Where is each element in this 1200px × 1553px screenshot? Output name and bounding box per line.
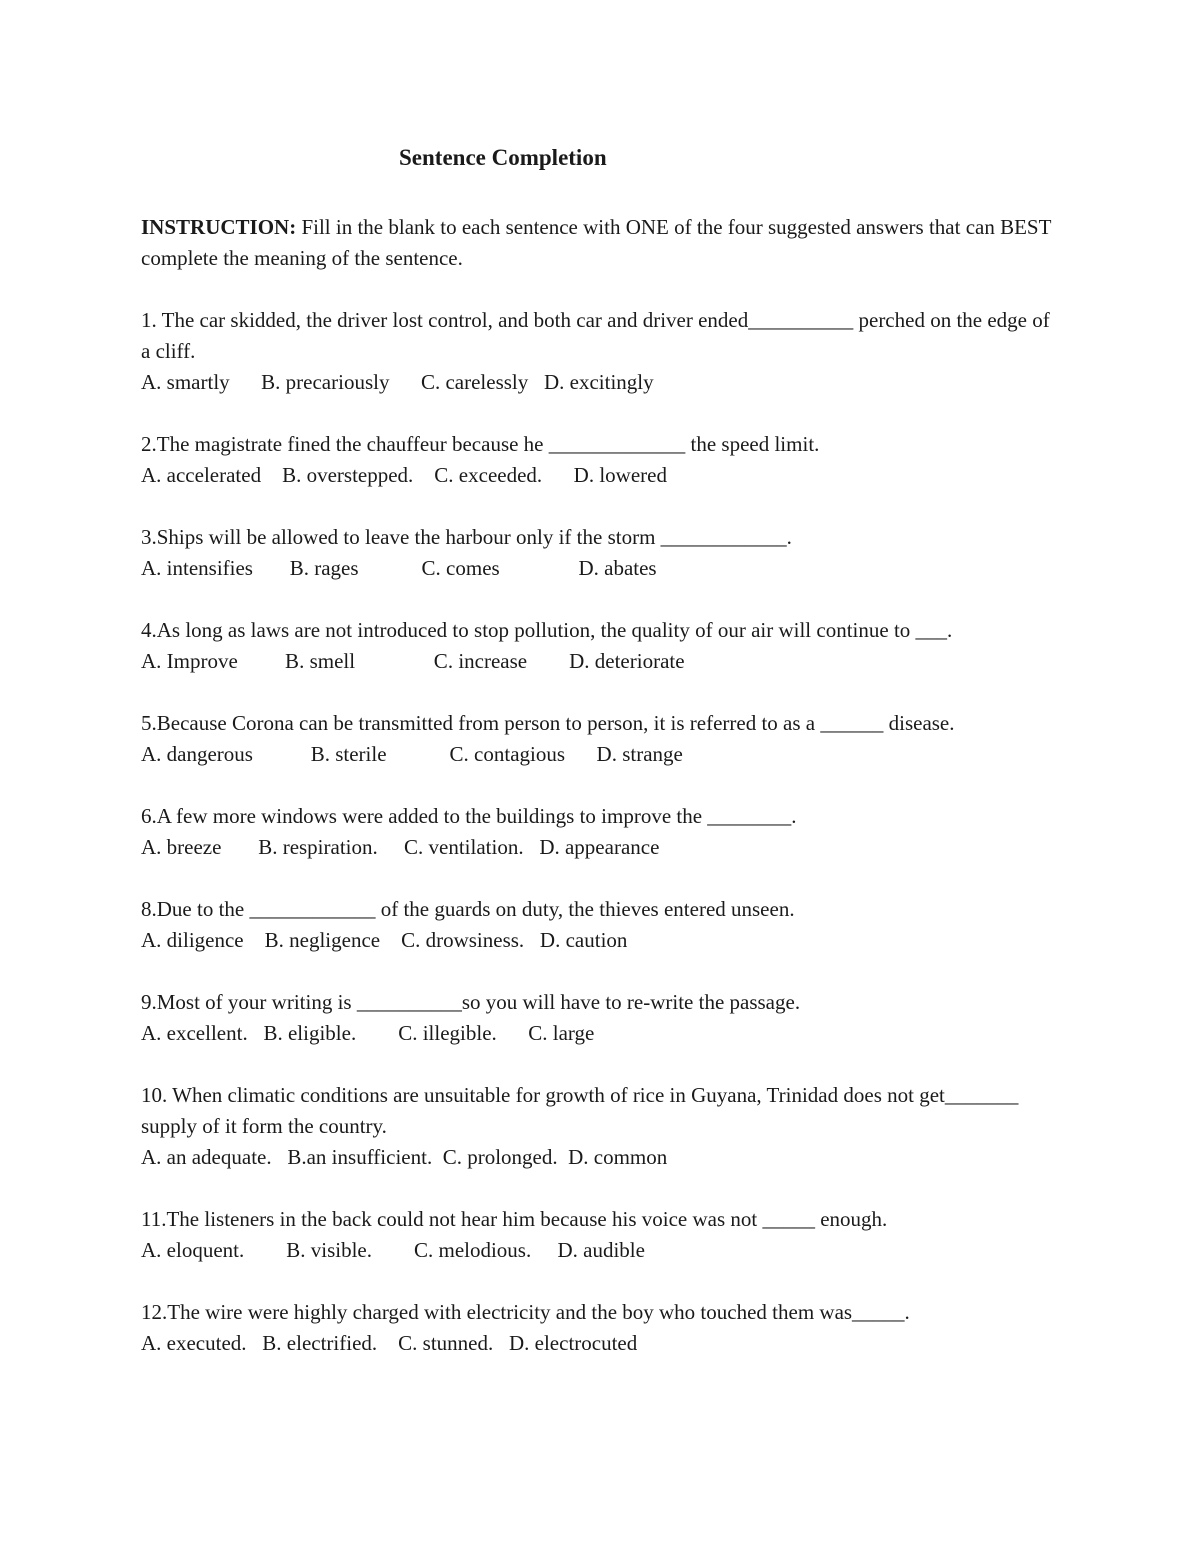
instruction-text: Fill in the blank to each sentence with ONE of the four suggested answers that can BEST complete the meaning of the sentence. <box>141 215 1052 270</box>
question-stem: 11.The listeners in the back could not hear him because his voice was not _____ enough. <box>141 1207 888 1231</box>
question-options: A. smartly B. precariously C. carelessly D. excitingly <box>141 370 654 394</box>
question-stem: 3.Ships will be allowed to leave the harbour only if the storm ____________. <box>141 525 792 549</box>
question-5 <box>141 708 1061 770</box>
question-2 <box>141 429 1061 491</box>
question-stem: 10. When climatic conditions are unsuitable for growth of rice in Guyana, Trinidad does not get_______ supply of it form the country. <box>141 1083 1024 1138</box>
instruction-lead: INSTRUCTION: <box>141 215 297 239</box>
page-title: Sentence Completion <box>399 145 607 170</box>
instruction-paragraph <box>141 212 1061 274</box>
question-1 <box>141 305 1061 398</box>
question-options: A. eloquent. B. visible. C. melodious. D. audible <box>141 1238 645 1262</box>
question-options: A. Improve B. smell C. increase D. deteriorate <box>141 649 685 673</box>
question-stem: 9.Most of your writing is __________so you will have to re-write the passage. <box>141 990 801 1014</box>
question-options: A. accelerated B. overstepped. C. exceeded. D. lowered <box>141 463 667 487</box>
question-options: A. executed. B. electrified. C. stunned. D. electrocuted <box>141 1331 638 1355</box>
question-stem: 2.The magistrate fined the chauffeur because he _____________ the speed limit. <box>141 432 820 456</box>
question-3 <box>141 522 1061 584</box>
question-options: A. dangerous B. sterile C. contagious D. strange <box>141 742 683 766</box>
question-stem: 12.The wire were highly charged with electricity and the boy who touched them was_____. <box>141 1300 910 1324</box>
question-options: A. diligence B. negligence C. drowsiness. D. caution <box>141 928 628 952</box>
question-stem: 1. The car skidded, the driver lost control, and both car and driver ended__________ perched on the edge of a cliff. <box>141 308 1055 363</box>
question-4 <box>141 615 1061 677</box>
question-11 <box>141 1204 1061 1266</box>
question-options: A. an adequate. B.an insufficient. C. prolonged. D. common <box>141 1145 668 1169</box>
question-stem: 4.As long as laws are not introduced to stop pollution, the quality of our air will continue to ___. <box>141 618 953 642</box>
question-stem: 8.Due to the ____________ of the guards on duty, the thieves entered unseen. <box>141 897 795 921</box>
question-12 <box>141 1297 1061 1359</box>
document-page <box>141 140 1061 1359</box>
question-stem: 6.A few more windows were added to the buildings to improve the ________. <box>141 804 797 828</box>
question-stem: 5.Because Corona can be transmitted from person to person, it is referred to as a ______ disease. <box>141 711 955 735</box>
question-8 <box>141 894 1061 956</box>
question-options: A. breeze B. respiration. C. ventilation. D. appearance <box>141 835 660 859</box>
question-options: A. excellent. B. eligible. C. illegible. C. large <box>141 1021 595 1045</box>
question-9 <box>141 987 1061 1049</box>
question-6 <box>141 801 1061 863</box>
question-10 <box>141 1080 1061 1173</box>
question-options: A. intensifies B. rages C. comes D. abates <box>141 556 657 580</box>
